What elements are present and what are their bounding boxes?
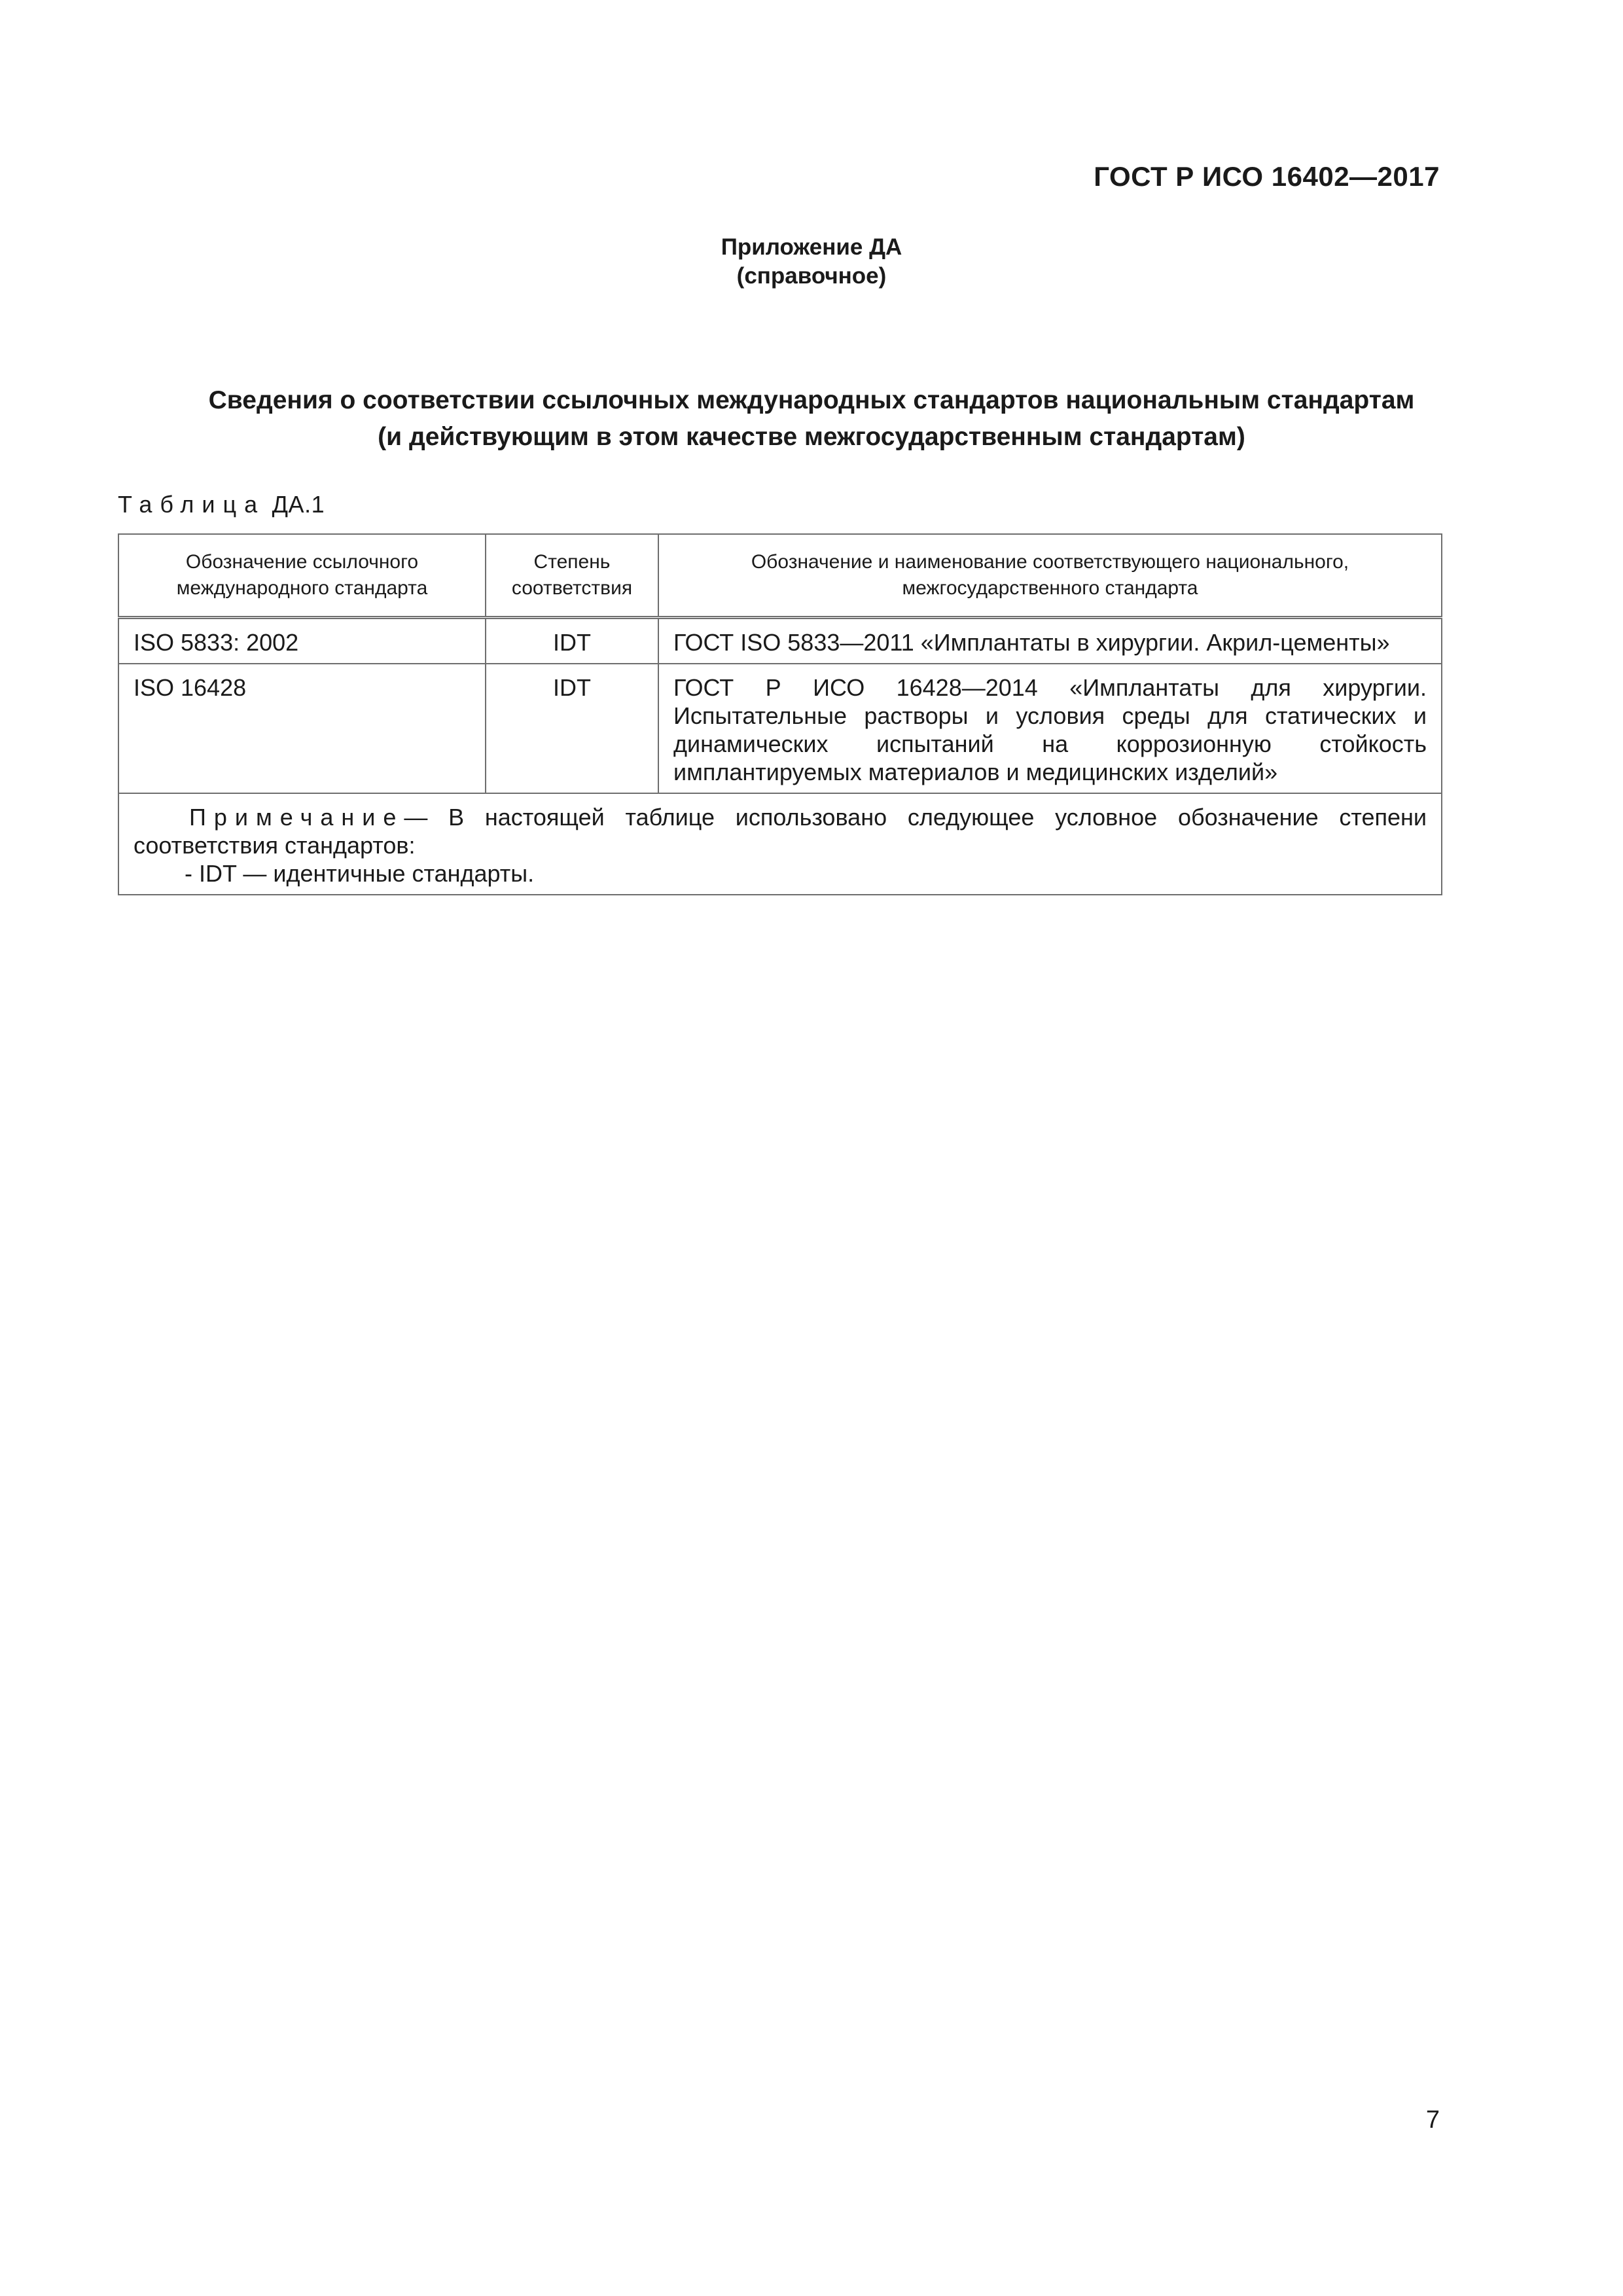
table-caption-id: ДА.1 <box>272 491 325 518</box>
section-title <box>118 382 1505 456</box>
note-label: Примечание <box>189 804 404 831</box>
table-caption-word: Таблица <box>118 491 266 518</box>
cell-national-standard: ГОСТ Р ИСО 16428—2014 «Имплантаты для хирургии. Испытательные растворы и условия среды для статических и динамических испытаний на коррозионную стойкость имплантируемых материалов и медицинских изделий» <box>658 664 1442 793</box>
header-national-standard: Обозначение и наименование соответствующего национального, межгосударственного стандарта <box>658 534 1442 618</box>
table-note-row <box>118 793 1442 895</box>
appendix-subtitle: (справочное) <box>736 263 887 289</box>
section-title-line1: Сведения о соответствии ссылочных международных стандартов национальным стандартам <box>208 386 1415 414</box>
table-note <box>118 793 1442 895</box>
header-international-standard: Обозначение ссылочного международного стандарта <box>118 534 486 618</box>
correspondence-table <box>118 533 1442 895</box>
cell-national-standard: ГОСТ ISO 5833—2011 «Имплантаты в хирургии. Акрил-цементы» <box>658 618 1442 664</box>
cell-international-standard: ISO 5833: 2002 <box>118 618 486 664</box>
cell-degree: IDT <box>486 664 658 793</box>
appendix-title: Приложение ДА <box>721 234 902 260</box>
table-row <box>118 618 1442 664</box>
document-code: ГОСТ Р ИСО 16402—2017 <box>1094 161 1440 192</box>
table-caption <box>118 491 325 518</box>
header-degree-of-correspondence: Степень соответствия <box>486 534 658 618</box>
note-body: — В настоящей таблице использовано следующее условное обозначение степени соответствия стандартов: <box>134 804 1427 859</box>
note-text <box>134 803 1427 859</box>
table-header-row <box>118 534 1442 618</box>
cell-international-standard: ISO 16428 <box>118 664 486 793</box>
cell-degree: IDT <box>486 618 658 664</box>
section-title-line2: (и действующим в этом качестве межгосударственным стандартам) <box>378 423 1245 451</box>
note-item: - IDT — идентичные стандарты. <box>185 860 535 887</box>
table-row <box>118 664 1442 793</box>
appendix-heading <box>0 233 1623 291</box>
page-number: 7 <box>1425 2106 1440 2134</box>
